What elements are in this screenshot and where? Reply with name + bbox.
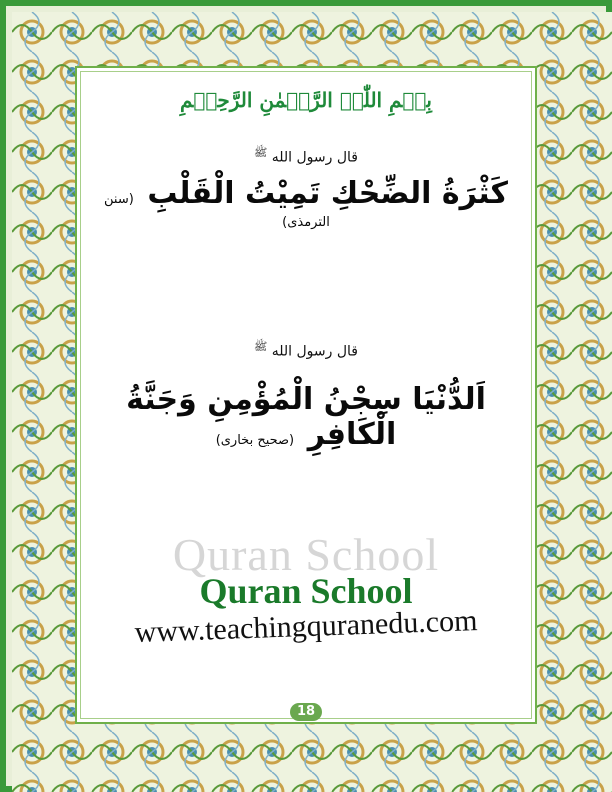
honorific-symbol: ﷺ: [254, 340, 268, 353]
website-url: www.teachingquranedu.com: [134, 604, 478, 649]
hadith-intro-text: قال رسول الله: [271, 343, 358, 360]
hadith-source: (صحیح بخاری): [215, 433, 295, 448]
hadith-text: اَلدُّنْيَا سِجْنُ الْمُؤْمِنِ وَجَنَّةُ الْكَافِرِ: [126, 382, 486, 452]
hadith-intro-2: [0, 340, 612, 360]
brand-title: Quran School: [199, 571, 413, 611]
bismillah-heading: بِسۡمِ اللّٰہِ الرَّحۡمٰنِ الرَّحِیۡمِ: [180, 88, 432, 112]
hadith-intro-text: قال رسول الله: [271, 149, 358, 166]
hadith-source: (سنن الترمذی): [104, 192, 330, 230]
hadith-intro-1: [0, 146, 612, 166]
watermark-text: Quran School: [172, 529, 440, 580]
hadith-1: [90, 176, 522, 230]
hadith-2: [90, 382, 522, 452]
honorific-symbol: ﷺ: [254, 146, 268, 159]
hadith-text: كَثْرَةُ الضِّحْكِ تَمِيْتُ الْقَلْبِ: [147, 176, 508, 211]
page-number-badge: 18: [290, 703, 322, 721]
